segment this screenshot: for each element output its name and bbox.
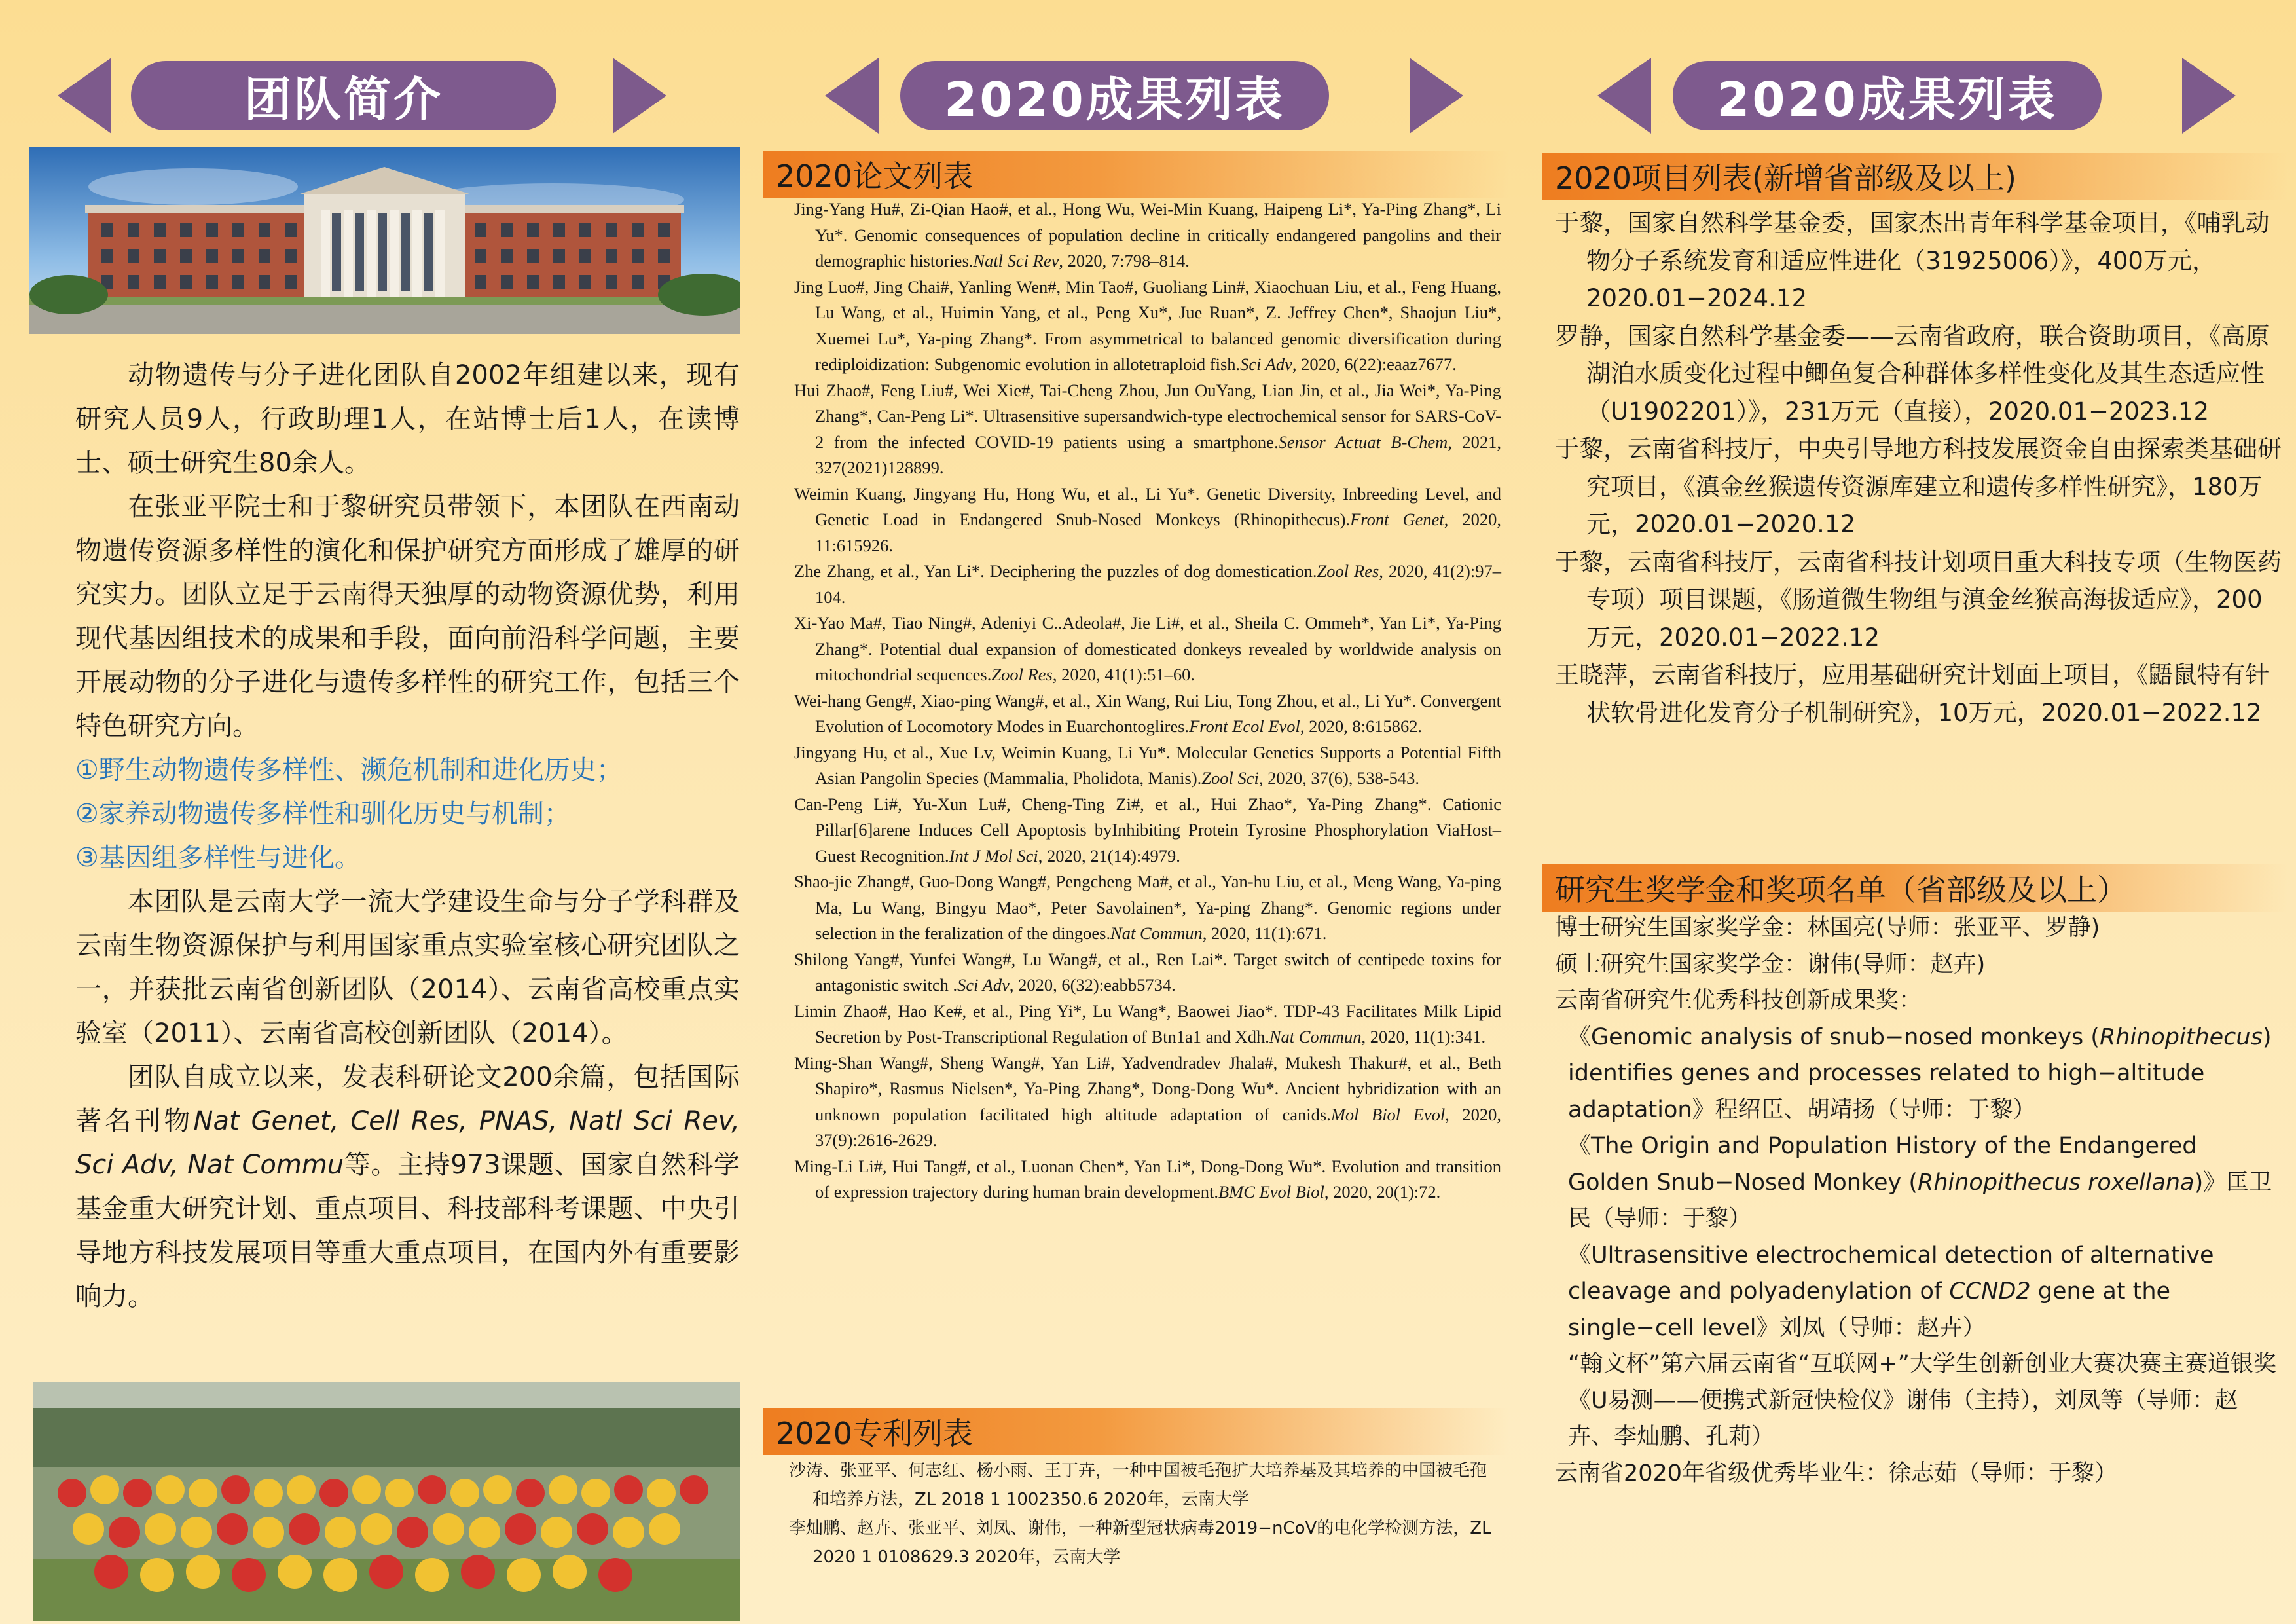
paper-journal: Sci Adv (957, 975, 1010, 995)
paper-citation: , 2020, 11:615926. (815, 509, 1502, 555)
paper-journal: BMC Evol Biol (1218, 1182, 1324, 1202)
paper-citation: , 2020, 6(32):eabb5734. (1009, 975, 1176, 995)
arrow-left-icon (58, 58, 111, 134)
awards-heading: 研究生奖学金和奖项名单（省部级及以上） (1542, 864, 2288, 912)
paper-authors: Ming-Shan Wang#, Sheng Wang#, Yan Li#, Yadvendradev Jhala#, Mukesh Thakur#, et al., Beth Shapiro*, Rasmus Nielsen*, Ya-Ping Zhang*, Dong-Dong Wu*. Ancient hybridization with an unknown population facilitated high altitude adaptation of canids. (794, 1052, 1501, 1124)
paper-journal: Mol Biol Evol (1330, 1104, 1446, 1124)
intro-paragraph: 在张亚平院士和于黎研究员带领下，本团队在西南动物遗传资源多样性的演化和保护研究方面形成了雄厚的研究实力。团队立足于云南得天独厚的动物资源优势，利用现代基因组技术的成果和手段，面向前沿科学问题，主要开展动物的分子进化与遗传多样性的研究工作，包括三个特色研究方向。 (75, 492, 740, 741)
list-item (1555, 1238, 2282, 1347)
paper-authors: Shilong Yang#, Yunfei Wang#, Lu Wang#, et al., Ren Lai*. Target switch of centipede toxins for antagonistic switch . (794, 949, 1501, 995)
intro-paragraph: 动物遗传与分子进化团队自2002年组建以来，现有研究人员9人，行政助理1人，在站博士后1人，在读博士、硕士研究生80余人。 (75, 360, 740, 478)
paper-authors: Jingyang Hu, et al., Xue Lv, Weimin Kuang, Li Yu*. Molecular Genetics Supports a Potential Fifth Asian Pangolin Species (Mammalia, Pholidota, Manis). (794, 742, 1501, 788)
paper-entry (794, 481, 1501, 559)
paper-authors: Jing Luo#, Jing Chai#, Yanling Wen#, Min Tao#, Guoliang Lin#, Xiaochuan Liu, et al., Feng Huang, Lu Wang, et al., Huimin Yang, et al., Peng Xu*, Jue Ruan*, Z. Jeffrey Chen*, Shaojun Liu*, Xuemei Lu*, Ya-ping Zhang*. From asymmetrical to balanced genomic diversification during rediploidization: Subgenomic evolution in allotetraploid fish. (794, 276, 1501, 374)
intro-paragraph (75, 1056, 740, 1319)
papers-list (794, 196, 1501, 1206)
section-header (1597, 58, 2239, 135)
paper-citation: , 2020, 11(1):341. (1361, 1027, 1486, 1046)
intro-text: 团队自成立以来，发表科研论文200余篇，包括国际著名刊物 (75, 1062, 740, 1136)
arrow-right-icon (2182, 58, 2236, 134)
award-text: )》匡卫民（导师：于黎） (1568, 1169, 2272, 1232)
arrow-left-icon (1597, 58, 1651, 134)
list-item (1555, 1020, 2282, 1129)
paper-entry (794, 196, 1501, 274)
paper-journal: Sensor Actuat B-Chem (1278, 432, 1448, 452)
paper-citation: , 2020, 41(2):97–104. (815, 561, 1501, 607)
section-title: 团队简介 (131, 61, 556, 130)
section-header (58, 58, 666, 135)
paper-entry (794, 1050, 1501, 1154)
list-item (1555, 1128, 2282, 1238)
paper-entry (794, 740, 1501, 792)
paper-journal: Sci Adv (1240, 354, 1292, 374)
paper-journal: Zool Res (1317, 561, 1379, 581)
paper-authors: Zhe Zhang, et al., Yan Li*. Deciphering the puzzles of dog domestication. (794, 561, 1317, 581)
award-text: gene at the single−cell level》刘凤（导师：赵卉） (1568, 1278, 2171, 1341)
paper-citation: , 2020, 6(22):eaaz7677. (1292, 354, 1457, 374)
list-item: 硕士研究生国家奖学金：谢伟(导师：赵卉) (1555, 951, 1986, 978)
building-photo (29, 147, 740, 334)
paper-journal: Front Genet (1350, 509, 1444, 529)
paper-citation: , 2020, 37(9):2616-2629. (815, 1104, 1501, 1150)
award-text: 《The Origin and Population History of the Endangered Golden Snub−Nosed Monkey ( (1568, 1133, 2197, 1196)
research-direction: ②家养动物遗传多样性和驯化历史与机制； (75, 799, 570, 829)
paper-entry (794, 274, 1501, 378)
paper-authors: Can-Peng Li#, Yu-Xun Lu#, Cheng-Ting Zi#, et al., Hui Zhao*, Ya-Ping Zhang*. Cationic Pillar[6]arene Induces Cell Apoptosis byInhibiting Protein Tyrosine Phosphorylation ViaHost–Guest Recognition. (794, 794, 1501, 866)
list-item: 云南省2020年省级优秀毕业生：徐志茹（导师：于黎） (1555, 1460, 2118, 1486)
gene-name: CCND2 (1949, 1278, 2031, 1304)
paper-entry (794, 378, 1501, 481)
list-item: 于黎，云南省科技厅，云南省科技计划项目重大科技专项（生物医药专项）项目课题，《肠道微生物组与滇金丝猴高海拔适应》，200万元，2020.01−2022.12 (1555, 547, 2282, 652)
column-results-projects (1535, 0, 2282, 1624)
research-direction: ③基因组多样性与进化。 (75, 843, 361, 873)
paper-entry (794, 999, 1501, 1050)
projects-list (1555, 204, 2282, 731)
intro-paragraph: 本团队是云南大学一流大学建设生命与分子学科群及云南生物资源保护与利用国家重点实验室核心研究团队之一，并获批云南省创新团队（2014）、云南省高校重点实验室（2011）、云南省高校创新团队（2014）。 (75, 887, 740, 1048)
paper-authors: Ming-Li Li#, Hui Tang#, et al., Luonan Chen*, Yan Li*, Dong-Dong Wu*. Evolution and transition of expression trajectory during human brain development. (794, 1156, 1501, 1202)
paper-citation: , 2020, 8:615862. (1300, 716, 1423, 736)
paper-entry (794, 869, 1501, 947)
patents-list (789, 1456, 1503, 1572)
column-results-papers (763, 0, 1509, 1624)
paper-entry (794, 610, 1501, 688)
paper-journal: Natl Sci Rev (973, 251, 1059, 270)
paper-authors: Shao-jie Zhang#, Guo-Dong Wang#, Pengcheng Ma#, et al., Yan-hu Liu, et al., Meng Wang, Ya-ping Ma, Lu Wang, Bingyu Mao*, Peter Savolainen*, Ya-ping Zhang*. Genomic regions under selection in the feralization of the dingoes. (794, 872, 1501, 943)
paper-journal: Zool Res (991, 665, 1053, 684)
paper-journal: Int J Mol Sci (949, 845, 1038, 866)
paper-authors: Hui Zhao#, Feng Liu#, Wei Xie#, Tai-Cheng Zhou, Jun OuYang, Lian Jin, et al., Jia Wei*, Ya-Ping Zhang*, Can-Peng Li*. Ultrasensitive supersandwich-type electrochemical sensor for SARS-CoV-2 from the infected COVID-19 patients using a smartphone. (794, 380, 1501, 452)
paper-authors: Xi-Yao Ma#, Tiao Ning#, Adeniyi C..Adeola#, Jie Li#, et al., Sheila C. Ommeh*, Yan Li*, Ya-Ping Zhang*. Potential dual expansion of domesticated donkeys revealed by worldwide analysis on mitochondrial sequences. (794, 613, 1501, 684)
award-text: 《Genomic analysis of snub−nosed monkeys ( (1568, 1024, 2100, 1050)
paper-journal: Front Ecol Evol (1189, 716, 1300, 736)
group-photo (33, 1382, 740, 1621)
paper-authors: Weimin Kuang, Jingyang Hu, Hong Wu, et al., Li Yu*. Genetic Diversity, Inbreeding Level, and Genetic Load in Endangered Snub-Nosed Monkeys (Rhinopithecus). (794, 483, 1501, 529)
paper-citation: , 2020, 21(14):4979. (1038, 845, 1180, 866)
research-direction: ①野生动物遗传多样性、濒危机制和进化历史； (75, 755, 623, 785)
arrow-right-icon (1410, 58, 1463, 134)
paper-journal: Zool Sci (1201, 768, 1259, 788)
list-item: 《U易测——便携式新冠快检仪》谢伟（主持），刘凤等（导师：赵卉、李灿鹏、孔莉） (1568, 1387, 2238, 1450)
papers-heading: 2020论文列表 (763, 151, 1509, 198)
paper-entry (794, 688, 1501, 740)
list-item: 罗静，国家自然科学基金委——云南省政府，联合资助项目，《高原湖泊水质变化过程中鲫鱼复合种群体多样性变化及其生态适应性（U1902201）》，231万元（直接），2020.01−2023.12 (1555, 322, 2270, 426)
patents-heading: 2020专利列表 (763, 1408, 1509, 1455)
list-item: 李灿鹏、赵卉、张亚平、刘凤、谢伟，一种新型冠状病毒2019−nCoV的电化学检测方法，ZL 2020 1 0108629.3 2020年，云南大学 (789, 1519, 1491, 1567)
section-title: 2020成果列表 (1673, 61, 2102, 130)
section-header (825, 58, 1467, 135)
intro-text: 等。主持973课题、国家自然科学基金重大研究计划、重点项目、科技部科考课题、中央引导地方科技发展项目等重大重点项目，在国内外有重要影响力。 (75, 1150, 740, 1312)
arrow-left-icon (825, 58, 879, 134)
list-item: “翰文杯”第六届云南省“互联网+”大学生创新创业大赛决赛主赛道银奖 (1568, 1351, 2276, 1377)
species-name: Rhinopithecus roxellana (1918, 1169, 2195, 1196)
award-text: ) identifies genes and processes related to high−altitude adaptation》程绍臣、胡靖扬（导师：于黎） (1568, 1024, 2272, 1123)
paper-journal: Nat Commun (1269, 1027, 1362, 1046)
projects-heading: 2020项目列表(新增省部级及以上) (1542, 153, 2288, 200)
paper-citation: , 2021, 327(2021)128899. (815, 432, 1501, 477)
species-name: Rhinopithecus (2099, 1024, 2263, 1050)
paper-entry (794, 559, 1501, 610)
paper-authors: Wei-hang Geng#, Xiao-ping Wang#, et al., Xin Wang, Rui Liu, Tong Zhou, et al., Li Yu*. Convergent Evolution of Locomotory Modes in Euarchontoglires. (794, 690, 1501, 736)
paper-authors: Jing-Yang Hu#, Zi-Qian Hao#, et al., Hong Wu, Wei-Min Kuang, Haipeng Li*, Ya-Ping Zhang*, Li Yu*. Genomic consequences of population decline in critically endangered pangolins and their demographic histories. (794, 199, 1501, 270)
paper-entry (794, 947, 1501, 999)
paper-citation: , 2020, 41(1):51–60. (1052, 665, 1195, 684)
paper-journal: Nat Commun (1110, 923, 1203, 943)
awards-list (1555, 910, 2282, 1492)
paper-entry (794, 1154, 1501, 1206)
team-intro-text (75, 354, 740, 1319)
list-item: 于黎，云南省科技厅，中央引导地方科技发展资金自由探索类基础研究项目，《滇金丝猴遗传资源库建立和遗传多样性研究》，180万元，2020.01−2020.12 (1555, 435, 2282, 538)
paper-citation: , 2020, 11(1):671. (1202, 923, 1327, 943)
award-text: 《Ultrasensitive electrochemical detection of alternative cleavage and polyadenylation of (1568, 1242, 2214, 1304)
paper-entry (794, 792, 1501, 870)
list-item: 云南省研究生优秀科技创新成果奖： (1555, 987, 1922, 1014)
paper-citation: , 2020, 37(6), 538-543. (1258, 768, 1420, 788)
list-item: 沙涛、张亚平、何志红、杨小雨、王丁卉，一种中国被毛孢扩大培养基及其培养的中国被毛孢和培养方法，ZL 2018 1 1002350.6 2020年，云南大学 (789, 1461, 1487, 1509)
list-item: 王晓萍，云南省科技厅，应用基础研究计划面上项目，《鼯鼠特有针状软骨进化发育分子机制研究》，10万元，2020.01−2022.12 (1555, 661, 2270, 727)
journal-list: Nat Genet, Cell Res, PNAS, Natl Sci Rev, Sci Adv, Nat Commu (75, 1106, 740, 1180)
column-team-intro (26, 0, 740, 1624)
list-item: 博士研究生国家奖学金：林国亮(导师：张亚平、罗静) (1555, 915, 2100, 941)
paper-citation: , 2020, 20(1):72. (1324, 1182, 1441, 1202)
paper-citation: , 2020, 7:798–814. (1059, 251, 1190, 270)
list-item: 于黎，国家自然科学基金委，国家杰出青年科学基金项目，《哺乳动物分子系统发育和适应性进化（31925006）》，400万元，2020.01−2024.12 (1555, 209, 2270, 312)
arrow-right-icon (613, 58, 666, 134)
section-title: 2020成果列表 (900, 61, 1329, 130)
paper-authors: Limin Zhao#, Hao Ke#, et al., Ping Yi*, Lu Wang*, Baowei Jiao*. TDP-43 Facilitates Milk Lipid Secretion by Post-Transcriptional Regulation of Btn1a1 and Xdh. (794, 1001, 1501, 1046)
